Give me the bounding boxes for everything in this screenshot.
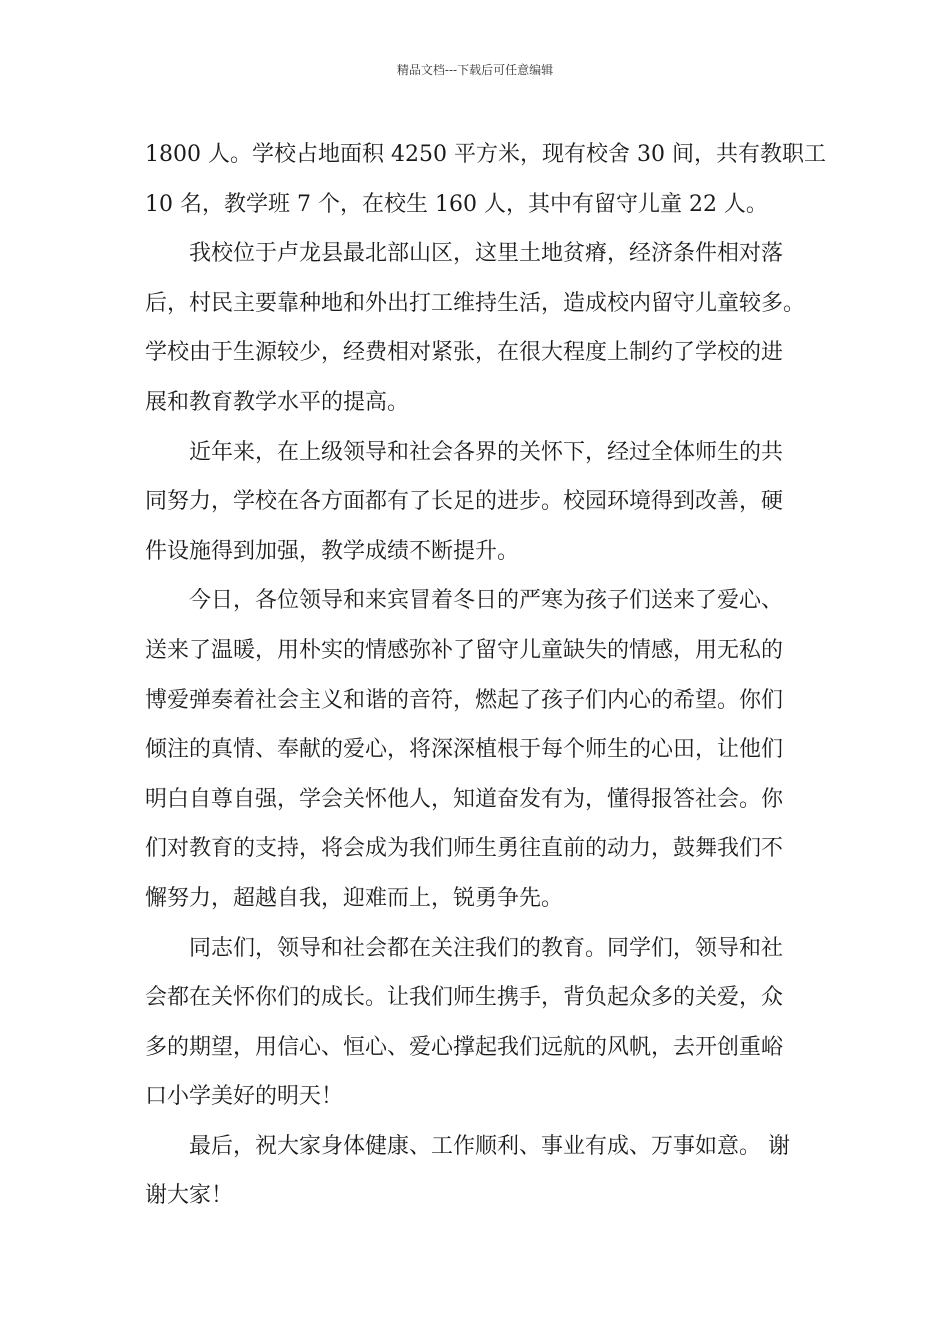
page-header: 精品文档---下载后可任意编辑 (396, 63, 554, 77)
text-line: 博爱弹奏着社会主义和谐的音符，燃起了孩子们内心的希望。你们 (145, 687, 784, 713)
text-line: 我校位于卢龙县最北部山区，这里土地贫瘠，经济条件相对落 (189, 241, 784, 267)
text-line: 学校由于生源较少，经费相对紧张，在很大程度上制约了学校的进 (145, 340, 784, 366)
text-line: 同志们，领导和社会都在关注我们的教育。同学们，领导和社 (189, 935, 784, 961)
text-line: 多的期望，用信心、恒心、爱心撑起我们远航的风帆，去开创重峪 (145, 1034, 784, 1060)
text-line: 口小学美好的明天！ (145, 1084, 344, 1110)
text-line: 今日，各位领导和来宾冒着冬日的严寒为孩子们送来了爱心、 (189, 588, 784, 614)
text-line: 最后，祝大家身体健康、工作顺利、事业有成、万事如意。 谢 (189, 1133, 790, 1159)
text-line: 同努力，学校在各方面都有了长足的进步。校园环境得到改善，硬 (145, 489, 784, 515)
text-line: 1800 人。学校占地面积 4250 平方米，现有校舍 30 间，共有教职工 (145, 142, 826, 167)
text-line: 送来了温暖，用朴实的情感弥补了留守儿童缺失的情感，用无私的 (145, 637, 784, 663)
text-line: 展和教育教学水平的提高。 (145, 389, 410, 415)
paragraph-5 (145, 924, 810, 1122)
text-line: 明白自尊自强，学会关怀他人，知道奋发有为，懂得报答社会。你 (145, 786, 784, 812)
paragraph-2 (145, 229, 810, 427)
text-line: 们对教育的支持，将会成为我们师生勇往直前的动力，鼓舞我们不 (145, 836, 784, 862)
paragraph-6 (145, 1122, 810, 1221)
paragraph-1 (145, 130, 826, 229)
text-line: 件设施得到加强，教学成绩不断提升。 (145, 538, 520, 564)
text-line: 懈努力，超越自我，迎难而上，锐勇争先。 (145, 885, 564, 911)
document-body (145, 130, 826, 1221)
text-line: 后，村民主要靠种地和外出打工维持生活，造成校内留守儿童较多。 (145, 290, 806, 316)
text-line: 谢大家！ (145, 1183, 234, 1209)
text-line: 10 名，教学班 7 个，在校生 160 人，其中有留守儿童 22 人。 (145, 191, 768, 217)
paragraph-3 (145, 428, 810, 577)
paragraph-4 (145, 576, 810, 923)
text-line: 会都在关怀你们的成长。让我们师生携手，背负起众多的关爱，众 (145, 985, 784, 1011)
text-line: 近年来，在上级领导和社会各界的关怀下，经过全体师生的共 (189, 439, 784, 465)
text-line: 倾注的真情、奉献的爱心，将深深植根于每个师生的心田，让他们 (145, 737, 784, 763)
